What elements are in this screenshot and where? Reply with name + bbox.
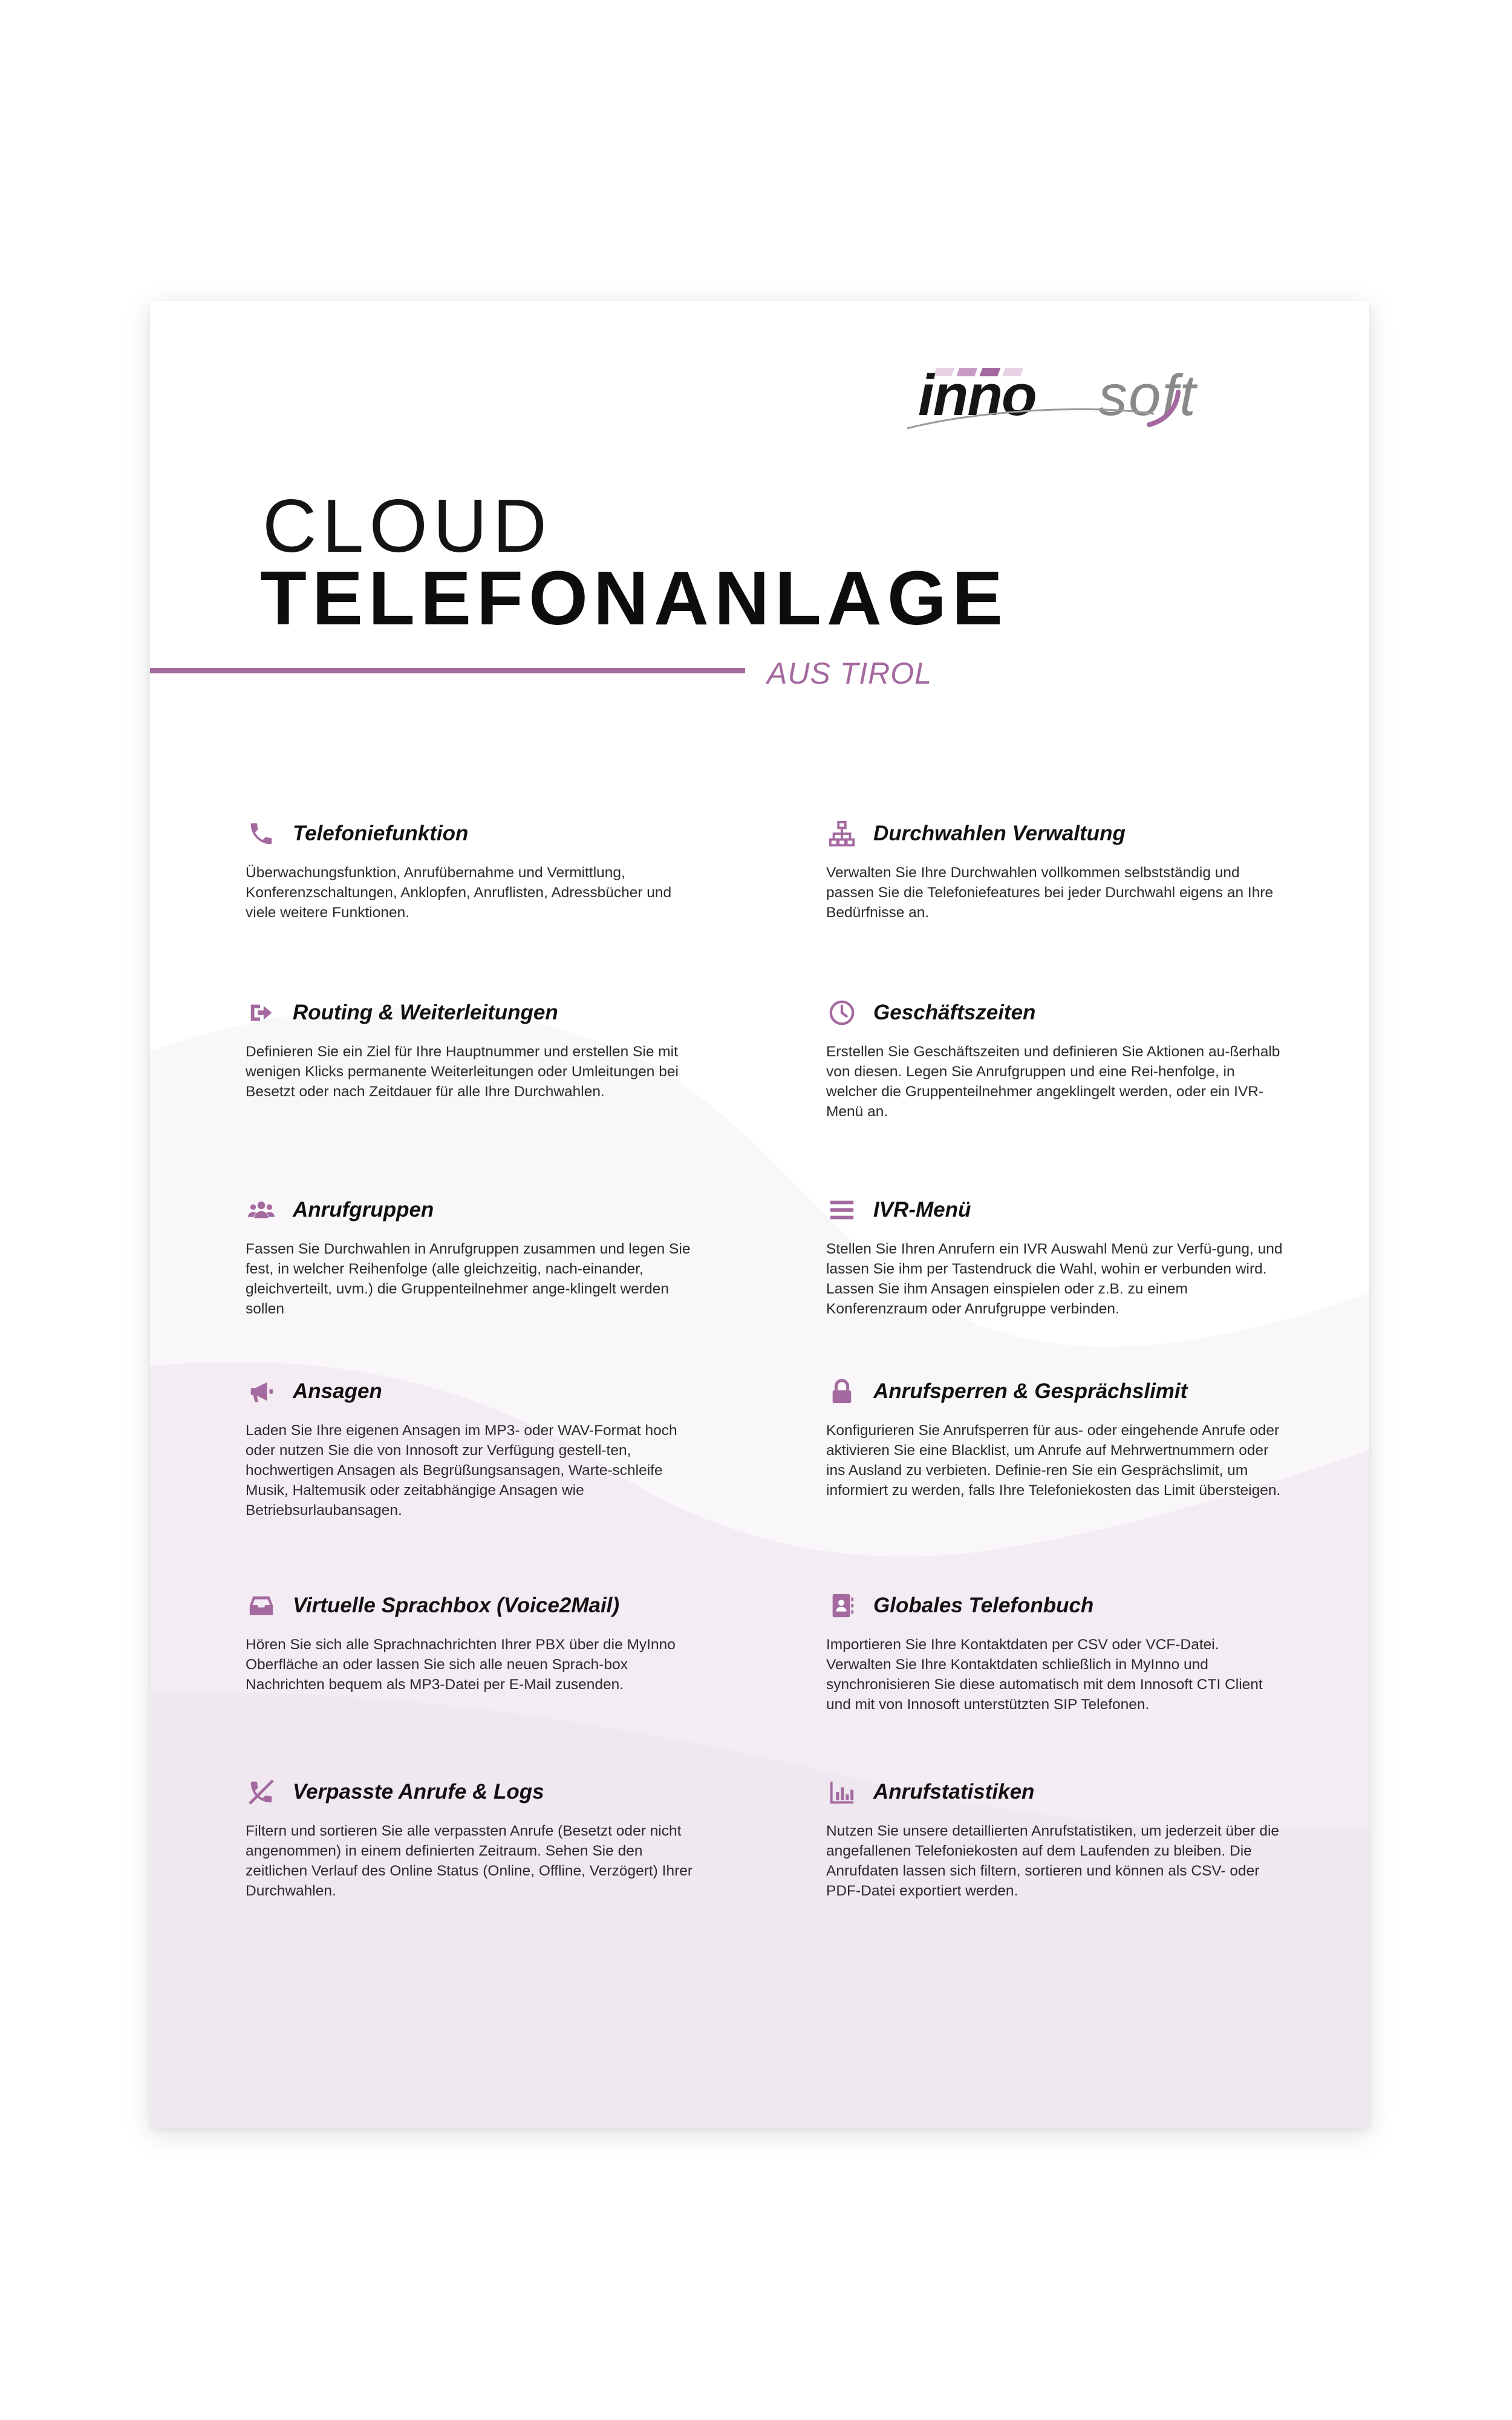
feature-title: Routing & Weiterleitungen — [293, 1001, 558, 1024]
feature-text: Importieren Sie Ihre Kontaktdaten per CSV oder VCF-Datei. Verwalten Sie Ihre Kontaktdaten schließlich in MyInno und synchronisieren Sie diese automatisch mit dem Innosoft CTI Client und mit von Innosoft unterstützten SIP Telefonen. — [826, 1637, 1263, 1713]
bar-chart-icon — [826, 1776, 858, 1808]
svg-text:soft: soft — [1098, 363, 1197, 428]
menu-icon — [826, 1194, 858, 1226]
feature-title: IVR-Menü — [873, 1198, 971, 1221]
feature-title: Geschäftszeiten — [873, 1001, 1036, 1024]
feature-text: Erstellen Sie Geschäftszeiten und definieren Sie Aktionen au-ßerhalb von diesen. Legen Sie Anrufgruppen und eine Rei-henfolge, in welcher die Gruppenteilnehmer angeklingelt werden, oder ein IVR-Menü an. — [826, 1044, 1280, 1120]
sitemap-icon — [826, 818, 858, 849]
title-divider — [150, 668, 745, 673]
feature-text: Stellen Sie Ihren Anrufern ein IVR Auswahl Menü zur Verfü-gung, und lassen Sie ihm per Tastendruck die Wahl, wohin er verbunden wird. Lassen Sie ihm Ansagen einspielen oder z.B. zu einem Konferenzraum oder Anrufgruppe verbinden. — [826, 1241, 1283, 1317]
phone-icon — [246, 818, 277, 849]
feature-text: Überwachungsfunktion, Anrufübernahme und Vermittlung, Konferenzschaltungen, Anklopfen, Anruflisten, Adressbücher und viele weitere Funktionen. — [246, 865, 672, 921]
feature-verpasste-anrufe — [246, 1776, 705, 1901]
title-line-1: CLOUD — [262, 485, 553, 568]
inbox-icon — [246, 1590, 277, 1621]
feature-title: Anrufsperren & Gesprächslimit — [873, 1379, 1188, 1403]
clock-icon — [826, 997, 858, 1028]
forward-arrow-icon — [246, 997, 277, 1028]
feature-telefoniefunktion — [246, 818, 705, 923]
feature-ansagen — [246, 1376, 705, 1520]
megaphone-icon — [246, 1376, 277, 1407]
feature-anrufstatistiken — [826, 1776, 1286, 1901]
missed-call-icon — [246, 1776, 277, 1808]
feature-title: Durchwahlen Verwaltung — [873, 822, 1126, 845]
feature-title: Virtuelle Sprachbox (Voice2Mail) — [293, 1594, 620, 1617]
feature-text: Hören Sie sich alle Sprachnachrichten Ihrer PBX über die MyInno Oberfläche an oder lassen Sie sich alle neuen Sprach-box Nachrichten bequem als MP3-Datei per E-Mail zusenden. — [246, 1637, 676, 1693]
feature-text: Definieren Sie ein Ziel für Ihre Hauptnummer und erstellen Sie mit wenigen Klicks permanente Weiterleitungen oder Umleitungen bei Besetzt oder nach Zeitdauer für alle Ihre Durchwahlen. — [246, 1044, 679, 1100]
address-book-icon — [826, 1590, 858, 1621]
feature-geschaeftszeiten — [826, 997, 1286, 1122]
users-icon — [246, 1194, 277, 1226]
feature-anrufgruppen — [246, 1194, 705, 1319]
feature-title: Ansagen — [293, 1379, 382, 1403]
svg-text:inno: inno — [918, 363, 1036, 428]
feature-text: Verwalten Sie Ihre Durchwahlen vollkommen selbstständig und passen Sie die Telefoniefeatures bei jeder Durchwahl eigens an Ihre Bedürfnisse an. — [826, 865, 1274, 921]
feature-routing — [246, 997, 705, 1102]
feature-title: Verpasste Anrufe & Logs — [293, 1780, 544, 1804]
feature-title: Globales Telefonbuch — [873, 1594, 1094, 1617]
feature-title: Telefoniefunktion — [293, 822, 469, 845]
feature-telefonbuch — [826, 1590, 1286, 1715]
subtitle: AUS TIROL — [767, 656, 932, 690]
feature-text: Nutzen Sie unsere detaillierten Anrufstatistiken, um jederzeit über die angefallenen Telefoniekosten auf dem Laufenden zu bleiben. Die Anrufdaten lassen sich filtern, sortieren und können als CSV- oder PDF-Datei exportiert werden. — [826, 1823, 1280, 1899]
feature-durchwahlen-verwaltung — [826, 818, 1286, 923]
flyer-page — [150, 301, 1369, 2128]
feature-ivr-menue — [826, 1194, 1286, 1319]
feature-text: Laden Sie Ihre eigenen Ansagen im MP3- oder WAV-Format hoch oder nutzen Sie die von Innosoft zur Verfügung gestell-ten, hochwertigen Ansagen als Begrüßungsansagen, Warte-schleife Musik, Haltemusik oder zeitabhängige Ansagen wie Betriebsurlaubansagen. — [246, 1422, 677, 1519]
innosoft-logo — [906, 362, 1293, 434]
feature-text: Filtern und sortieren Sie alle verpassten Anrufe (Besetzt oder nicht angenommen) in einem definierten Zeitraum. Sehen Sie den zeitlichen Verlauf des Online Status (Online, Offline, Verzögert) Ihrer Durchwahlen. — [246, 1823, 693, 1899]
title-line-2: TELEFONANLAGE — [260, 555, 1008, 641]
feature-text: Konfigurieren Sie Anrufsperren für aus- oder eingehende Anrufe oder aktivieren Sie eine Blacklist, um Anrufe auf Mehrwertnummern oder ins Ausland zu verbieten. Definie-ren Sie ein Gesprächslimit, um informiert zu werden, falls Ihre Telefoniekosten das Limit übersteigen. — [826, 1422, 1281, 1499]
feature-title: Anrufstatistiken — [873, 1780, 1035, 1804]
lock-icon — [826, 1376, 858, 1407]
feature-sprachbox — [246, 1590, 705, 1695]
feature-title: Anrufgruppen — [293, 1198, 434, 1221]
feature-anrufsperren — [826, 1376, 1286, 1500]
feature-text: Fassen Sie Durchwahlen in Anrufgruppen zusammen und legen Sie fest, in welcher Reihenfolge (alle gleichzeitig, nach-einander, gleichverteilt, uvm.) die Gruppenteilnehmer ange-klingelt werden sollen — [246, 1241, 691, 1317]
